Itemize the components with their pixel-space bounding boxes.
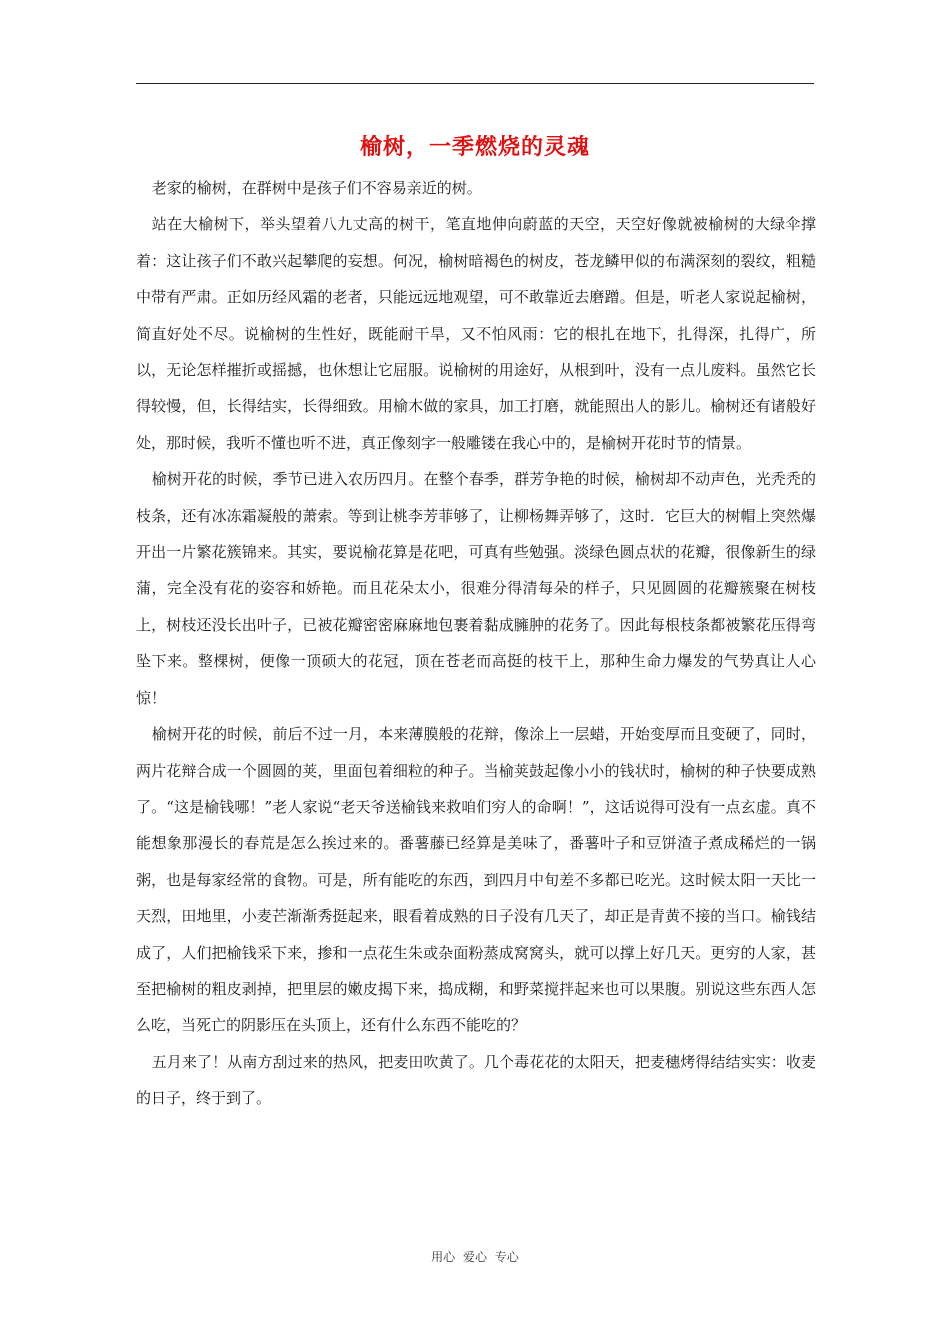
paragraph: 老家的榆树，在群树中是孩子们不容易亲近的树。 xyxy=(151,179,482,197)
header-rule xyxy=(136,83,814,84)
paragraph: 站在大榆树下，举头望着八九丈高的树干，笔直地伸向蔚蓝的天空，天空好像就被榆树的大绿伞撑着：这让孩子们不敢兴起攀爬的妄想。何况，榆树暗褐色的树皮，苍龙鳞甲似的布满深刻的裂纹，粗糙中带有严肃。正如历经风霜的老者，只能远远地观望，可不敢靠近去磨蹭。但是，听老人家说起榆树，简直好处不尽。说榆树的生性好，既能耐干旱，又不怕风雨：它的根扎在地下，扎得深，扎得广，所以，无论怎样摧折或摇撼，也休想让它屈服。说榆树的用途好，从根到叶，没有一点儿废料。虽然它长得较慢，但，长得结实，长得细致。用榆木做的家具，加工打磨，就能照出人的影儿。榆树还有诸般好处，那时候，我听不懂也听不进，真正像刻字一般雕镂在我心中的，是榆树开花时节的情景。 xyxy=(136,215,816,452)
page-footer: 用心 爱心 专心 xyxy=(431,1250,519,1264)
paragraph: 榆树开花的时候，前后不过一月，本来薄膜般的花辩，像涂上一层蜡，开始变厚而且变硬了，同时，两片花辩合成一个圆圆的荚，里面包着细粒的种子。当榆荚鼓起像小小的钱状时，榆树的种子快要成熟了。“这是榆钱哪！”老人家说“老天爷送榆钱来救咱们穷人的命啊！”，这话说得可没有一点玄虚。真不能想象那漫长的春荒是怎么挨过来的。番薯藤已经算是美味了，番薯叶子和豆饼渣子煮成稀烂的一锅粥，也是每家经常的食物。可是，所有能吃的东西，到四月中旬差不多都已吃光。这时候太阳一天比一天烈，田地里，小麦芒渐渐秀挺起来，眼看着成熟的日子没有几天了，却正是青黄不接的当口。榆钱结成了，人们把榆钱采下来，掺和一点花生朱或杂面粉蒸成窝窝头，就可以撑上好几天。更穷的人家，甚至把榆树的粗皮剥掉，把里层的嫩皮揭下来，捣成糊，和野菜搅拌起来也可以果腹。别说这些东西人怎么吃，当死亡的阴影压在头顶上，还有什么东西不能吃的？ xyxy=(136,725,816,1035)
paragraph: 榆树开花的时候，季节已进入农历四月。在整个春季，群芳争艳的时候，榆树却不动声色，光秃秃的枝条，还有冰冻霜凝般的萧索。等到让桃李芳菲够了，让柳杨舞弄够了，这时．它巨大的树帽上突然爆开出一片繁花簇锦来。其实，要说榆花算是花吧，可真有些勉强。淡绿色圆点状的花瓣，很像新生的绿蒲，完全没有花的姿容和娇艳。而且花朵太小，很难分得清每朵的样子，只见圆圆的花瓣簇聚在树枝上，树枝还没长出叶子，已被花瓣密密麻麻地包裹着黏成臃肿的花务了。因此每根枝条都被繁花压得弯坠下来。整棵树，便像一顶硕大的花冠，顶在苍老而高挺的枝干上，那种生命力爆发的气势真让人心惊！ xyxy=(136,470,816,707)
document-title: 榆树，一季燃烧的灵魂 xyxy=(359,134,590,160)
paragraph: 五月来了！从南方刮过来的热风，把麦田吹黄了。几个毒花花的太阳天，把麦穗烤得结结实实：收麦的日子，终于到了。 xyxy=(136,1052,816,1108)
article-body xyxy=(136,170,816,1117)
